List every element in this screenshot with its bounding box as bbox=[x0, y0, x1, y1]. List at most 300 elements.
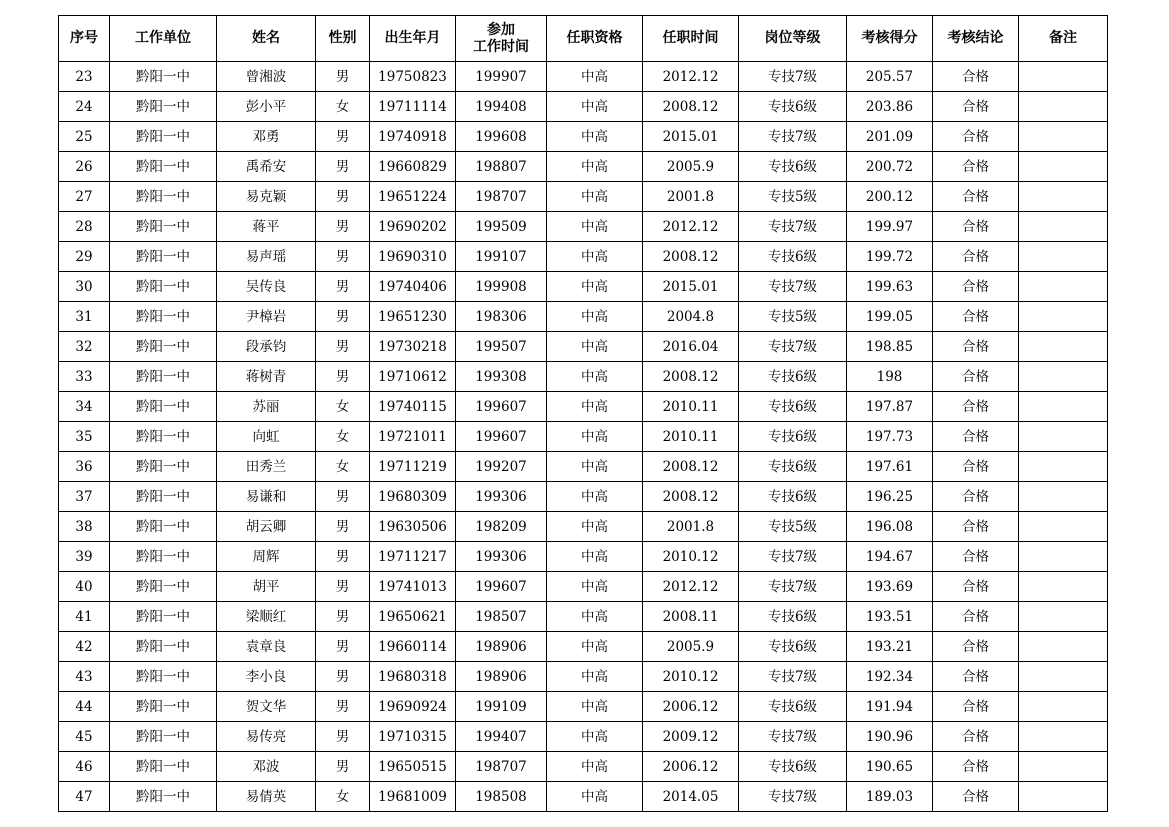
assessment-conclusion-cell: 合格 bbox=[933, 572, 1019, 602]
gender-cell: 男 bbox=[316, 212, 370, 242]
table-row bbox=[59, 542, 1108, 572]
table-row bbox=[59, 302, 1108, 332]
remarks-cell bbox=[1019, 92, 1108, 122]
header-work-unit-label: 工作单位 bbox=[135, 30, 191, 46]
assessment-conclusion-cell: 合格 bbox=[933, 392, 1019, 422]
name-cell: 李小良 bbox=[217, 662, 316, 692]
birth-date-cell: 19660829 bbox=[370, 152, 456, 182]
work-unit-cell: 黔阳一中 bbox=[110, 62, 217, 92]
table-row bbox=[59, 722, 1108, 752]
assessment-score-cell: 197.61 bbox=[847, 452, 933, 482]
birth-date-cell: 19651230 bbox=[370, 302, 456, 332]
assessment-score-cell: 196.25 bbox=[847, 482, 933, 512]
remarks-cell bbox=[1019, 62, 1108, 92]
header-name-label: 姓名 bbox=[252, 30, 280, 46]
gender-cell: 男 bbox=[316, 122, 370, 152]
birth-date-cell: 19690310 bbox=[370, 242, 456, 272]
assessment-results-sheet bbox=[58, 15, 1108, 812]
assessment-score-cell: 197.87 bbox=[847, 392, 933, 422]
qualification-cell: 中高 bbox=[547, 212, 643, 242]
qualification-cell: 中高 bbox=[547, 722, 643, 752]
assessment-conclusion-cell: 合格 bbox=[933, 62, 1019, 92]
header-work-unit bbox=[110, 16, 217, 62]
qualification-cell: 中高 bbox=[547, 482, 643, 512]
remarks-cell bbox=[1019, 122, 1108, 152]
assessment-score-cell: 197.73 bbox=[847, 422, 933, 452]
birth-date-cell: 19710612 bbox=[370, 362, 456, 392]
qualification-cell: 中高 bbox=[547, 182, 643, 212]
post-level-cell: 专技6级 bbox=[739, 242, 847, 272]
header-post-level-label: 岗位等级 bbox=[764, 30, 821, 46]
gender-cell: 男 bbox=[316, 542, 370, 572]
birth-date-cell: 19740406 bbox=[370, 272, 456, 302]
birth-date-cell: 19680318 bbox=[370, 662, 456, 692]
assessment-conclusion-cell: 合格 bbox=[933, 512, 1019, 542]
header-gender-label: 性别 bbox=[328, 30, 357, 46]
appointment-date-cell: 2008.11 bbox=[643, 602, 739, 632]
seq-no-cell: 31 bbox=[59, 302, 110, 332]
seq-no-cell: 36 bbox=[59, 452, 110, 482]
name-cell: 蒋树青 bbox=[217, 362, 316, 392]
appointment-date-cell: 2001.8 bbox=[643, 512, 739, 542]
remarks-cell bbox=[1019, 272, 1108, 302]
table-row bbox=[59, 272, 1108, 302]
work-start-date-cell: 199607 bbox=[456, 572, 547, 602]
appointment-date-cell: 2009.12 bbox=[643, 722, 739, 752]
table-row bbox=[59, 782, 1108, 812]
post-level-cell: 专技7级 bbox=[739, 542, 847, 572]
appointment-date-cell: 2006.12 bbox=[643, 752, 739, 782]
assessment-score-cell: 193.21 bbox=[847, 632, 933, 662]
name-cell: 苏丽 bbox=[217, 392, 316, 422]
appointment-date-cell: 2005.9 bbox=[643, 632, 739, 662]
appointment-date-cell: 2004.8 bbox=[643, 302, 739, 332]
appointment-date-cell: 2010.12 bbox=[643, 542, 739, 572]
work-start-date-cell: 199306 bbox=[456, 482, 547, 512]
post-level-cell: 专技7级 bbox=[739, 572, 847, 602]
assessment-score-cell: 198 bbox=[847, 362, 933, 392]
work-start-date-cell: 199607 bbox=[456, 392, 547, 422]
work-start-date-cell: 199207 bbox=[456, 452, 547, 482]
table-row bbox=[59, 92, 1108, 122]
appointment-date-cell: 2015.01 bbox=[643, 272, 739, 302]
table-row bbox=[59, 332, 1108, 362]
name-cell: 袁章良 bbox=[217, 632, 316, 662]
work-unit-cell: 黔阳一中 bbox=[110, 122, 217, 152]
assessment-conclusion-cell: 合格 bbox=[933, 722, 1019, 752]
birth-date-cell: 19740918 bbox=[370, 122, 456, 152]
work-start-date-cell: 199306 bbox=[456, 542, 547, 572]
birth-date-cell: 19721011 bbox=[370, 422, 456, 452]
work-start-date-cell: 198906 bbox=[456, 662, 547, 692]
seq-no-cell: 30 bbox=[59, 272, 110, 302]
work-start-date-cell: 198306 bbox=[456, 302, 547, 332]
table-row bbox=[59, 392, 1108, 422]
birth-date-cell: 19680309 bbox=[370, 482, 456, 512]
gender-cell: 男 bbox=[316, 722, 370, 752]
seq-no-cell: 42 bbox=[59, 632, 110, 662]
seq-no-cell: 43 bbox=[59, 662, 110, 692]
appointment-date-cell: 2010.11 bbox=[643, 392, 739, 422]
table-row bbox=[59, 632, 1108, 662]
remarks-cell bbox=[1019, 332, 1108, 362]
birth-date-cell: 19660114 bbox=[370, 632, 456, 662]
assessment-results-table bbox=[58, 15, 1108, 812]
qualification-cell: 中高 bbox=[547, 632, 643, 662]
assessment-conclusion-cell: 合格 bbox=[933, 662, 1019, 692]
qualification-cell: 中高 bbox=[547, 602, 643, 632]
appointment-date-cell: 2010.11 bbox=[643, 422, 739, 452]
gender-cell: 男 bbox=[316, 572, 370, 602]
birth-date-cell: 19710315 bbox=[370, 722, 456, 752]
assessment-conclusion-cell: 合格 bbox=[933, 752, 1019, 782]
seq-no-cell: 34 bbox=[59, 392, 110, 422]
seq-no-cell: 38 bbox=[59, 512, 110, 542]
birth-date-cell: 19690924 bbox=[370, 692, 456, 722]
post-level-cell: 专技5级 bbox=[739, 512, 847, 542]
post-level-cell: 专技6级 bbox=[739, 482, 847, 512]
appointment-date-cell: 2012.12 bbox=[643, 212, 739, 242]
appointment-date-cell: 2012.12 bbox=[643, 62, 739, 92]
work-start-date-cell: 199509 bbox=[456, 212, 547, 242]
post-level-cell: 专技7级 bbox=[739, 332, 847, 362]
seq-no-cell: 37 bbox=[59, 482, 110, 512]
seq-no-cell: 41 bbox=[59, 602, 110, 632]
table-row bbox=[59, 602, 1108, 632]
name-cell: 邓波 bbox=[217, 752, 316, 782]
name-cell: 邓勇 bbox=[217, 122, 316, 152]
table-row bbox=[59, 422, 1108, 452]
gender-cell: 女 bbox=[316, 452, 370, 482]
gender-cell: 男 bbox=[316, 482, 370, 512]
seq-no-cell: 46 bbox=[59, 752, 110, 782]
remarks-cell bbox=[1019, 722, 1108, 752]
name-cell: 尹樟岩 bbox=[217, 302, 316, 332]
seq-no-cell: 28 bbox=[59, 212, 110, 242]
work-unit-cell: 黔阳一中 bbox=[110, 632, 217, 662]
assessment-score-cell: 191.94 bbox=[847, 692, 933, 722]
post-level-cell: 专技7级 bbox=[739, 782, 847, 812]
work-unit-cell: 黔阳一中 bbox=[110, 152, 217, 182]
post-level-cell: 专技7级 bbox=[739, 722, 847, 752]
qualification-cell: 中高 bbox=[547, 362, 643, 392]
seq-no-cell: 32 bbox=[59, 332, 110, 362]
gender-cell: 女 bbox=[316, 422, 370, 452]
assessment-conclusion-cell: 合格 bbox=[933, 362, 1019, 392]
remarks-cell bbox=[1019, 242, 1108, 272]
seq-no-cell: 25 bbox=[59, 122, 110, 152]
work-unit-cell: 黔阳一中 bbox=[110, 782, 217, 812]
assessment-score-cell: 190.96 bbox=[847, 722, 933, 752]
assessment-conclusion-cell: 合格 bbox=[933, 92, 1019, 122]
appointment-date-cell: 2012.12 bbox=[643, 572, 739, 602]
remarks-cell bbox=[1019, 632, 1108, 662]
post-level-cell: 专技7级 bbox=[739, 662, 847, 692]
name-cell: 易声瑶 bbox=[217, 242, 316, 272]
assessment-conclusion-cell: 合格 bbox=[933, 692, 1019, 722]
assessment-score-cell: 201.09 bbox=[847, 122, 933, 152]
table-body bbox=[59, 62, 1108, 812]
header-gender bbox=[316, 16, 370, 62]
name-cell: 易克颖 bbox=[217, 182, 316, 212]
work-start-date-cell: 199109 bbox=[456, 692, 547, 722]
appointment-date-cell: 2014.05 bbox=[643, 782, 739, 812]
qualification-cell: 中高 bbox=[547, 662, 643, 692]
birth-date-cell: 19630506 bbox=[370, 512, 456, 542]
gender-cell: 男 bbox=[316, 62, 370, 92]
work-unit-cell: 黔阳一中 bbox=[110, 212, 217, 242]
remarks-cell bbox=[1019, 542, 1108, 572]
post-level-cell: 专技6级 bbox=[739, 692, 847, 722]
gender-cell: 男 bbox=[316, 332, 370, 362]
assessment-score-cell: 194.67 bbox=[847, 542, 933, 572]
post-level-cell: 专技7级 bbox=[739, 122, 847, 152]
seq-no-cell: 39 bbox=[59, 542, 110, 572]
remarks-cell bbox=[1019, 692, 1108, 722]
header-row bbox=[59, 16, 1108, 62]
header-remarks bbox=[1019, 16, 1108, 62]
assessment-conclusion-cell: 合格 bbox=[933, 242, 1019, 272]
gender-cell: 男 bbox=[316, 362, 370, 392]
assessment-conclusion-cell: 合格 bbox=[933, 122, 1019, 152]
name-cell: 周辉 bbox=[217, 542, 316, 572]
work-unit-cell: 黔阳一中 bbox=[110, 422, 217, 452]
header-birth-date bbox=[370, 16, 456, 62]
birth-date-cell: 19681009 bbox=[370, 782, 456, 812]
work-start-date-cell: 199908 bbox=[456, 272, 547, 302]
name-cell: 彭小平 bbox=[217, 92, 316, 122]
table-header bbox=[59, 16, 1108, 62]
assessment-conclusion-cell: 合格 bbox=[933, 542, 1019, 572]
gender-cell: 男 bbox=[316, 632, 370, 662]
name-cell: 易传亮 bbox=[217, 722, 316, 752]
work-start-date-cell: 198508 bbox=[456, 782, 547, 812]
appointment-date-cell: 2001.8 bbox=[643, 182, 739, 212]
table-row bbox=[59, 752, 1108, 782]
post-level-cell: 专技7级 bbox=[739, 212, 847, 242]
assessment-score-cell: 193.69 bbox=[847, 572, 933, 602]
work-start-date-cell: 198507 bbox=[456, 602, 547, 632]
birth-date-cell: 19650515 bbox=[370, 752, 456, 782]
appointment-date-cell: 2008.12 bbox=[643, 452, 739, 482]
qualification-cell: 中高 bbox=[547, 422, 643, 452]
assessment-score-cell: 200.12 bbox=[847, 182, 933, 212]
post-level-cell: 专技6级 bbox=[739, 602, 847, 632]
work-unit-cell: 黔阳一中 bbox=[110, 332, 217, 362]
header-qualification bbox=[547, 16, 643, 62]
appointment-date-cell: 2015.01 bbox=[643, 122, 739, 152]
header-appointment-date bbox=[643, 16, 739, 62]
remarks-cell bbox=[1019, 422, 1108, 452]
qualification-cell: 中高 bbox=[547, 692, 643, 722]
post-level-cell: 专技6级 bbox=[739, 452, 847, 482]
work-start-date-cell: 198807 bbox=[456, 152, 547, 182]
birth-date-cell: 19750823 bbox=[370, 62, 456, 92]
remarks-cell bbox=[1019, 302, 1108, 332]
appointment-date-cell: 2008.12 bbox=[643, 242, 739, 272]
work-unit-cell: 黔阳一中 bbox=[110, 92, 217, 122]
qualification-cell: 中高 bbox=[547, 332, 643, 362]
table-row bbox=[59, 212, 1108, 242]
assessment-conclusion-cell: 合格 bbox=[933, 782, 1019, 812]
gender-cell: 男 bbox=[316, 692, 370, 722]
work-unit-cell: 黔阳一中 bbox=[110, 662, 217, 692]
post-level-cell: 专技6级 bbox=[739, 632, 847, 662]
work-start-date-cell: 199608 bbox=[456, 122, 547, 152]
post-level-cell: 专技6级 bbox=[739, 422, 847, 452]
post-level-cell: 专技6级 bbox=[739, 392, 847, 422]
work-unit-cell: 黔阳一中 bbox=[110, 182, 217, 212]
work-unit-cell: 黔阳一中 bbox=[110, 302, 217, 332]
table-row bbox=[59, 452, 1108, 482]
gender-cell: 男 bbox=[316, 752, 370, 782]
remarks-cell bbox=[1019, 212, 1108, 242]
assessment-score-cell: 192.34 bbox=[847, 662, 933, 692]
work-unit-cell: 黔阳一中 bbox=[110, 692, 217, 722]
qualification-cell: 中高 bbox=[547, 92, 643, 122]
remarks-cell bbox=[1019, 572, 1108, 602]
remarks-cell bbox=[1019, 392, 1108, 422]
post-level-cell: 专技6级 bbox=[739, 752, 847, 782]
qualification-cell: 中高 bbox=[547, 302, 643, 332]
work-start-date-cell: 198209 bbox=[456, 512, 547, 542]
appointment-date-cell: 2008.12 bbox=[643, 482, 739, 512]
name-cell: 向虹 bbox=[217, 422, 316, 452]
appointment-date-cell: 2005.9 bbox=[643, 152, 739, 182]
assessment-score-cell: 199.72 bbox=[847, 242, 933, 272]
work-start-date-cell: 199507 bbox=[456, 332, 547, 362]
qualification-cell: 中高 bbox=[547, 62, 643, 92]
table-row bbox=[59, 662, 1108, 692]
table-row bbox=[59, 482, 1108, 512]
assessment-score-cell: 193.51 bbox=[847, 602, 933, 632]
work-unit-cell: 黔阳一中 bbox=[110, 242, 217, 272]
gender-cell: 女 bbox=[316, 392, 370, 422]
gender-cell: 男 bbox=[316, 662, 370, 692]
appointment-date-cell: 2008.12 bbox=[643, 362, 739, 392]
name-cell: 胡平 bbox=[217, 572, 316, 602]
header-assessment-conclusion-label: 考核结论 bbox=[947, 30, 1004, 46]
header-seq-no-label: 序号 bbox=[70, 30, 98, 46]
seq-no-cell: 23 bbox=[59, 62, 110, 92]
gender-cell: 男 bbox=[316, 512, 370, 542]
appointment-date-cell: 2008.12 bbox=[643, 92, 739, 122]
remarks-cell bbox=[1019, 512, 1108, 542]
name-cell: 梁顺红 bbox=[217, 602, 316, 632]
seq-no-cell: 26 bbox=[59, 152, 110, 182]
seq-no-cell: 44 bbox=[59, 692, 110, 722]
post-level-cell: 专技6级 bbox=[739, 152, 847, 182]
header-assessment-score-label: 考核得分 bbox=[861, 30, 918, 46]
table-row bbox=[59, 122, 1108, 152]
assessment-score-cell: 196.08 bbox=[847, 512, 933, 542]
header-birth-date-label: 出生年月 bbox=[384, 30, 441, 46]
seq-no-cell: 47 bbox=[59, 782, 110, 812]
assessment-score-cell: 199.97 bbox=[847, 212, 933, 242]
assessment-score-cell: 203.86 bbox=[847, 92, 933, 122]
assessment-score-cell: 199.63 bbox=[847, 272, 933, 302]
header-assessment-score bbox=[847, 16, 933, 62]
assessment-conclusion-cell: 合格 bbox=[933, 482, 1019, 512]
gender-cell: 男 bbox=[316, 302, 370, 332]
qualification-cell: 中高 bbox=[547, 272, 643, 302]
gender-cell: 女 bbox=[316, 92, 370, 122]
assessment-conclusion-cell: 合格 bbox=[933, 452, 1019, 482]
work-unit-cell: 黔阳一中 bbox=[110, 272, 217, 302]
seq-no-cell: 35 bbox=[59, 422, 110, 452]
qualification-cell: 中高 bbox=[547, 752, 643, 782]
post-level-cell: 专技6级 bbox=[739, 92, 847, 122]
seq-no-cell: 33 bbox=[59, 362, 110, 392]
seq-no-cell: 45 bbox=[59, 722, 110, 752]
post-level-cell: 专技7级 bbox=[739, 62, 847, 92]
gender-cell: 男 bbox=[316, 272, 370, 302]
birth-date-cell: 19651224 bbox=[370, 182, 456, 212]
work-unit-cell: 黔阳一中 bbox=[110, 512, 217, 542]
assessment-conclusion-cell: 合格 bbox=[933, 152, 1019, 182]
work-start-date-cell: 199907 bbox=[456, 62, 547, 92]
qualification-cell: 中高 bbox=[547, 152, 643, 182]
remarks-cell bbox=[1019, 182, 1108, 212]
name-cell: 禹希安 bbox=[217, 152, 316, 182]
appointment-date-cell: 2010.12 bbox=[643, 662, 739, 692]
birth-date-cell: 19730218 bbox=[370, 332, 456, 362]
work-start-date-cell: 199607 bbox=[456, 422, 547, 452]
name-cell: 贺文华 bbox=[217, 692, 316, 722]
gender-cell: 女 bbox=[316, 782, 370, 812]
work-start-date-cell: 199308 bbox=[456, 362, 547, 392]
header-qualification-label: 任职资格 bbox=[566, 30, 623, 46]
birth-date-cell: 19740115 bbox=[370, 392, 456, 422]
header-remarks-label: 备注 bbox=[1049, 30, 1077, 46]
gender-cell: 男 bbox=[316, 242, 370, 272]
birth-date-cell: 19741013 bbox=[370, 572, 456, 602]
assessment-score-cell: 198.85 bbox=[847, 332, 933, 362]
work-start-date-cell: 199407 bbox=[456, 722, 547, 752]
birth-date-cell: 19711219 bbox=[370, 452, 456, 482]
header-work-start-date-label-line2: 工作时间 bbox=[473, 38, 529, 55]
remarks-cell bbox=[1019, 782, 1108, 812]
work-unit-cell: 黔阳一中 bbox=[110, 482, 217, 512]
seq-no-cell: 29 bbox=[59, 242, 110, 272]
table-row bbox=[59, 182, 1108, 212]
assessment-score-cell: 199.05 bbox=[847, 302, 933, 332]
assessment-score-cell: 205.57 bbox=[847, 62, 933, 92]
work-unit-cell: 黔阳一中 bbox=[110, 542, 217, 572]
work-start-date-cell: 198707 bbox=[456, 182, 547, 212]
assessment-conclusion-cell: 合格 bbox=[933, 332, 1019, 362]
name-cell: 蒋平 bbox=[217, 212, 316, 242]
assessment-score-cell: 200.72 bbox=[847, 152, 933, 182]
work-unit-cell: 黔阳一中 bbox=[110, 602, 217, 632]
name-cell: 易倩英 bbox=[217, 782, 316, 812]
header-appointment-date-label: 任职时间 bbox=[662, 30, 719, 46]
qualification-cell: 中高 bbox=[547, 542, 643, 572]
birth-date-cell: 19711217 bbox=[370, 542, 456, 572]
name-cell: 吴传良 bbox=[217, 272, 316, 302]
remarks-cell bbox=[1019, 752, 1108, 782]
gender-cell: 男 bbox=[316, 602, 370, 632]
remarks-cell bbox=[1019, 662, 1108, 692]
seq-no-cell: 24 bbox=[59, 92, 110, 122]
assessment-conclusion-cell: 合格 bbox=[933, 302, 1019, 332]
qualification-cell: 中高 bbox=[547, 242, 643, 272]
table-row bbox=[59, 512, 1108, 542]
work-start-date-cell: 199107 bbox=[456, 242, 547, 272]
appointment-date-cell: 2016.04 bbox=[643, 332, 739, 362]
work-start-date-cell: 198707 bbox=[456, 752, 547, 782]
appointment-date-cell: 2006.12 bbox=[643, 692, 739, 722]
